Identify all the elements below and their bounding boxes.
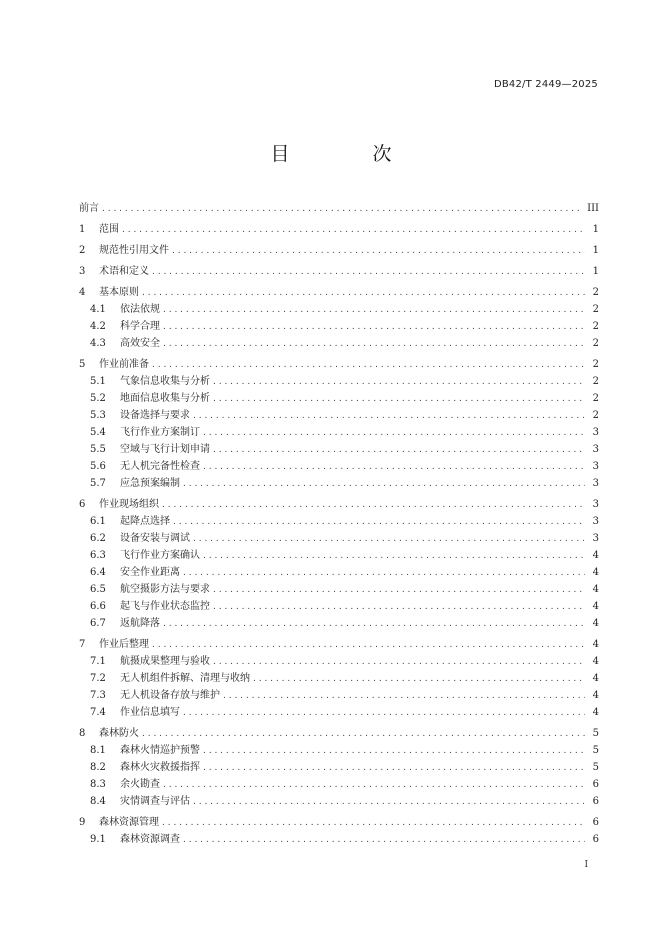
toc-entry-page: 3 [592, 444, 599, 455]
toc-entry-number: 6.7 [90, 618, 106, 629]
toc-entry-number: 5.3 [90, 410, 106, 421]
toc-leader-dots [163, 616, 585, 633]
toc-entry-label: 无人机组件拆解、清理与收纳 [120, 673, 250, 684]
toc-subentry[interactable] [79, 742, 599, 759]
toc-entry-label: 森林火情巡护预警 [120, 745, 200, 756]
toc-entry-label: 航空摄影方法与要求 [120, 584, 210, 595]
toc-entry-number: 4.2 [90, 321, 106, 332]
toc-entry-number: 3 [79, 266, 86, 277]
toc-entry-page: 3 [592, 478, 599, 489]
toc-subentry[interactable] [79, 793, 599, 810]
toc-leader-dots [122, 222, 585, 239]
toc-entry-label: 基本原则 [99, 287, 139, 298]
toc-entry-number: 7.1 [90, 656, 106, 667]
toc-entry-label: 作业后整理 [99, 639, 149, 650]
toc-subentry[interactable] [79, 475, 599, 492]
toc-leader-dots [183, 832, 585, 849]
toc-subentry[interactable] [79, 687, 599, 704]
toc-leader-dots [203, 743, 585, 760]
toc-subentry[interactable] [79, 704, 599, 721]
toc-entry-page: 4 [592, 707, 599, 718]
toc-leader-dots [213, 582, 585, 599]
toc-leader-dots [213, 442, 585, 459]
toc-entry-number: 1 [79, 224, 86, 235]
toc-entry-page: 5 [592, 728, 599, 739]
toc-entry-number: 6.5 [90, 584, 106, 595]
table-of-contents [79, 200, 599, 848]
toc-leader-dots [213, 599, 585, 616]
toc-entry-number: 5.2 [90, 393, 106, 404]
toc-leader-dots [203, 459, 585, 476]
toc-entry-label: 返航降落 [120, 618, 160, 629]
toc-leader-dots [163, 302, 585, 319]
toc-entry-number: 8.4 [90, 796, 106, 807]
toc-entry-page: 3 [592, 427, 599, 438]
toc-entry-number: 7.3 [90, 690, 106, 701]
toc-entry-page: 3 [592, 533, 599, 544]
toc-entry-number: 6.1 [90, 516, 106, 527]
toc-entry-number: 6.3 [90, 550, 106, 561]
toc-leader-dots [203, 548, 585, 565]
toc-entry-page: 5 [592, 762, 599, 773]
toc-entry-label: 应急预案编制 [120, 478, 180, 489]
toc-entry-number: 5.1 [90, 376, 106, 387]
toc-leader-dots [183, 476, 585, 493]
toc-subentry[interactable] [79, 441, 599, 458]
toc-entry-label: 无人机设备存放与维护 [120, 690, 220, 701]
toc-leader-dots [163, 777, 585, 794]
toc-entry-number: 5.7 [90, 478, 106, 489]
toc-entry-label: 森林火灾救援指挥 [120, 762, 200, 773]
toc-entry-page: 6 [592, 796, 599, 807]
toc-entry-label: 无人机完备性检查 [120, 461, 200, 472]
toc-entry[interactable] [79, 284, 599, 301]
toc-entry-number: 7.4 [90, 707, 106, 718]
toc-entry[interactable] [79, 242, 599, 259]
toc-entry-label: 设备选择与要求 [120, 410, 190, 421]
toc-entry[interactable] [79, 200, 599, 217]
toc-entry-number: 7 [79, 639, 86, 650]
toc-entry-label: 科学合理 [120, 321, 160, 332]
toc-leader-dots [183, 705, 585, 722]
toc-entry-page: 2 [592, 304, 599, 315]
toc-subentry[interactable] [79, 513, 599, 530]
toc-entry-page: 4 [592, 584, 599, 595]
toc-leader-dots [213, 374, 585, 391]
toc-subentry[interactable] [79, 598, 599, 615]
toc-entry-number: 5.6 [90, 461, 106, 472]
toc-entry-number: 6.2 [90, 533, 106, 544]
toc-entry-number: 6.6 [90, 601, 106, 612]
toc-subentry[interactable] [79, 615, 599, 632]
toc-leader-dots [183, 565, 585, 582]
toc-entry-label: 高效安全 [120, 338, 160, 349]
toc-leader-dots [203, 760, 585, 777]
toc-entry-number: 8.2 [90, 762, 106, 773]
toc-entry-page: 2 [592, 287, 599, 298]
toc-entry-label: 作业前准备 [99, 359, 149, 370]
toc-entry-label: 气象信息收集与分析 [120, 376, 210, 387]
toc-leader-dots [102, 201, 583, 218]
toc-entry-number: 5 [79, 359, 86, 370]
page-number: I [584, 860, 588, 870]
toc-entry-page: 1 [592, 224, 599, 235]
toc-entry-number: 7.2 [90, 673, 106, 684]
toc-entry-page: 2 [592, 376, 599, 387]
toc-leader-dots [162, 815, 585, 832]
toc-subentry[interactable] [79, 581, 599, 598]
toc-leader-dots [213, 654, 585, 671]
toc-entry[interactable] [79, 814, 599, 831]
toc-entry-number: 9.1 [90, 834, 106, 845]
toc-leader-dots [163, 319, 585, 336]
toc-entry-label: 作业现场组织 [99, 499, 159, 510]
toc-entry-label: 飞行作业方案确认 [120, 550, 200, 561]
toc-entry-label: 规范性引用文件 [99, 245, 169, 256]
toc-entry-page: 3 [592, 499, 599, 510]
toc-subentry[interactable] [79, 759, 599, 776]
toc-leader-dots [142, 726, 585, 743]
toc-leader-dots [193, 794, 585, 811]
toc-entry-page: 6 [592, 817, 599, 828]
toc-subentry[interactable] [79, 318, 599, 335]
toc-subentry[interactable] [79, 458, 599, 475]
toc-entry-page: 4 [592, 618, 599, 629]
toc-entry-page: 3 [592, 516, 599, 527]
toc-entry-label: 森林防火 [99, 728, 139, 739]
toc-entry-label: 范围 [99, 224, 119, 235]
toc-entry-page: 2 [592, 321, 599, 332]
toc-entry-number: 5.5 [90, 444, 106, 455]
toc-entry-page: 5 [592, 745, 599, 756]
toc-entry-number: 8.1 [90, 745, 106, 756]
toc-leader-dots [152, 357, 585, 374]
toc-entry[interactable] [79, 356, 599, 373]
toc-entry-number: 6 [79, 499, 86, 510]
toc-entry-label: 前言 [79, 203, 99, 214]
toc-entry-page: 4 [592, 673, 599, 684]
toc-entry-page: 6 [592, 834, 599, 845]
toc-leader-dots [163, 336, 585, 353]
toc-entry-label: 灾情调查与评估 [120, 796, 190, 807]
toc-entry-label: 航摄成果整理与验收 [120, 656, 210, 667]
toc-subentry[interactable] [79, 335, 599, 352]
toc-entry-page: 1 [592, 266, 599, 277]
toc-entry-page: 4 [592, 690, 599, 701]
toc-entry-number: 4.1 [90, 304, 106, 315]
toc-entry-label: 安全作业距离 [120, 567, 180, 578]
toc-leader-dots [152, 264, 585, 281]
toc-leader-dots [193, 531, 585, 548]
toc-entry-number: 5.4 [90, 427, 106, 438]
toc-leader-dots [253, 671, 585, 688]
toc-entry-label: 飞行作业方案制订 [120, 427, 200, 438]
toc-subentry[interactable] [79, 564, 599, 581]
toc-leader-dots [223, 688, 585, 705]
toc-entry-page: III [587, 203, 599, 214]
toc-leader-dots [213, 391, 585, 408]
toc-subentry[interactable] [79, 831, 599, 848]
toc-entry[interactable] [79, 221, 599, 238]
toc-leader-dots [152, 637, 585, 654]
toc-entry-page: 4 [592, 656, 599, 667]
toc-entry-page: 4 [592, 567, 599, 578]
toc-leader-dots [173, 514, 585, 531]
toc-subentry[interactable] [79, 424, 599, 441]
toc-entry[interactable] [79, 725, 599, 742]
toc-entry-label: 森林资源调查 [120, 834, 180, 845]
toc-leader-dots [203, 425, 585, 442]
toc-subentry[interactable] [79, 776, 599, 793]
toc-entry-page: 1 [592, 245, 599, 256]
toc-entry-page: 6 [592, 779, 599, 790]
toc-entry-label: 余火勘查 [120, 779, 160, 790]
toc-subentry[interactable] [79, 407, 599, 424]
toc-entry-number: 8.3 [90, 779, 106, 790]
page-title: 目 次 [270, 143, 424, 165]
toc-entry-page: 4 [592, 550, 599, 561]
toc-leader-dots [162, 497, 585, 514]
document-code: DB42/T 2449—2025 [493, 79, 598, 90]
toc-entry[interactable] [79, 636, 599, 653]
toc-entry[interactable] [79, 496, 599, 513]
toc-entry-number: 2 [79, 245, 86, 256]
toc-entry-number: 4 [79, 287, 86, 298]
toc-subentry[interactable] [79, 373, 599, 390]
toc-subentry[interactable] [79, 670, 599, 687]
toc-entry-page: 4 [592, 601, 599, 612]
toc-leader-dots [193, 408, 585, 425]
toc-entry-label: 依法依规 [120, 304, 160, 315]
toc-entry-page: 4 [592, 639, 599, 650]
toc-entry-number: 8 [79, 728, 86, 739]
toc-entry-label: 空域与飞行计划申请 [120, 444, 210, 455]
toc-entry-number: 4.3 [90, 338, 106, 349]
toc-subentry[interactable] [79, 390, 599, 407]
toc-entry-page: 2 [592, 359, 599, 370]
toc-entry-page: 2 [592, 338, 599, 349]
toc-entry-page: 2 [592, 393, 599, 404]
toc-entry-label: 术语和定义 [99, 266, 149, 277]
toc-entry-label: 起飞与作业状态监控 [120, 601, 210, 612]
toc-entry-page: 2 [592, 410, 599, 421]
toc-leader-dots [172, 243, 585, 260]
toc-leader-dots [142, 285, 585, 302]
toc-entry[interactable] [79, 263, 599, 280]
toc-entry-number: 9 [79, 817, 86, 828]
toc-subentry[interactable] [79, 301, 599, 318]
toc-entry-label: 设备安装与调试 [120, 533, 190, 544]
toc-subentry[interactable] [79, 653, 599, 670]
toc-entry-page: 3 [592, 461, 599, 472]
toc-entry-label: 起降点选择 [120, 516, 170, 527]
toc-entry-label: 作业信息填写 [120, 707, 180, 718]
toc-entry-label: 地面信息收集与分析 [120, 393, 210, 404]
toc-entry-number: 6.4 [90, 567, 106, 578]
toc-subentry[interactable] [79, 530, 599, 547]
toc-entry-label: 森林资源管理 [99, 817, 159, 828]
toc-subentry[interactable] [79, 547, 599, 564]
